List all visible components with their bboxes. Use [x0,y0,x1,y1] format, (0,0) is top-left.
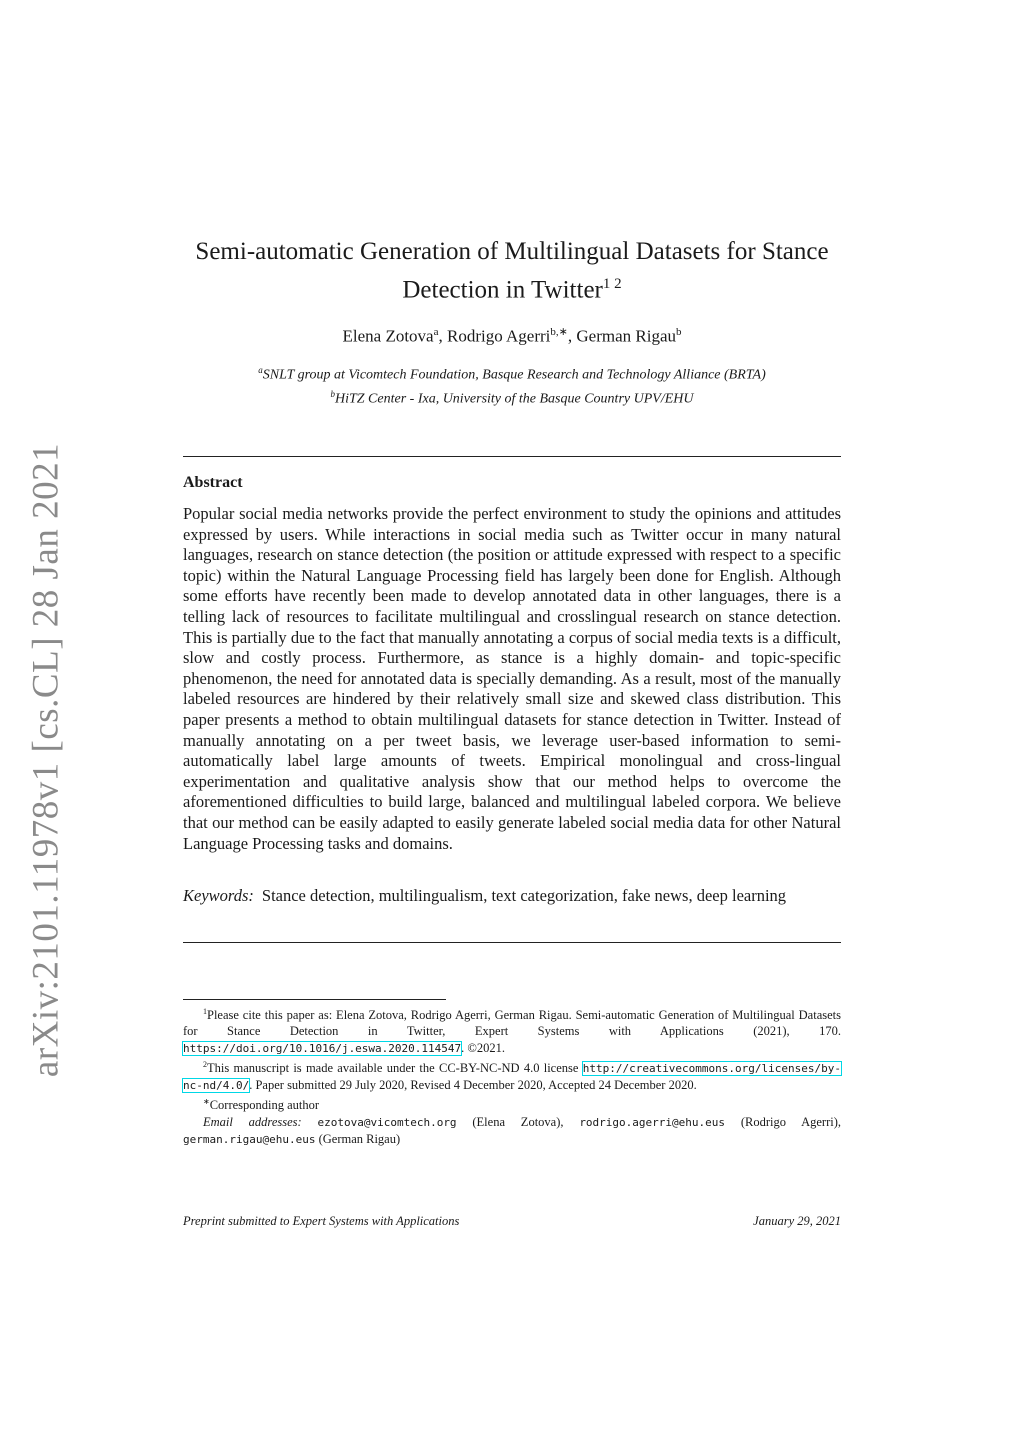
abstract-body: Popular social media networks provide the perfect environment to study the opinions and attitudes expressed by users. While interactions in social media such as Twitter occur in many natural languages, research on stance detection (the position or attitude expressed with respect to a specific topic) within the Natural Language Processing field has largely been done for English. Although some efforts have recently been made to develop annotated data in other languages, there is a telling lack of resources to facilitate multilingual and crosslingual research on stance detection. This is partially due to the fact that manually annotating a corpus of social media texts is a difficult, slow and costly process. Furthermore, as stance is a highly domain- and topic-specific phenomenon, the need for annotated data is specially demanding. As a result, most of the manually labeled resources are hindered by their relatively small size and skewed class distribution. This paper presents a method to obtain multilingual datasets for stance detection in Twitter. Instead of manually annotating on a per tweet basis, we leverage user-based information to semi-automatically label large amounts of tweets. Empirical monolingual and cross-lingual experimentation and qualitative analysis show that our method helps to overcome the aforementioned difficulties to build large, balanced and multilingual labeled corpora. We believe that our method can be easily adapted to easily generate labeled social media data for other Natural Language Processing tasks and domains. [183,504,841,853]
title-line-2: Detection in Twitter [402,276,603,304]
abstract-heading: Abstract [183,474,243,491]
keywords-label: Keywords: [183,886,254,905]
email-addresses: Email addresses: ezotova@vicomtech.org (Elena Zotova), rodrigo.agerri@ehu.eus (Rodrigo Agerri), german.rigau@ehu.eus (German Rigau) [183,1114,841,1146]
doi-link[interactable]: https://doi.org/10.1016/j.eswa.2020.114547 [183,1041,462,1055]
author-name: Rodrigo Agerri [447,326,551,346]
author-name: German Rigau [576,326,676,346]
email-link[interactable]: ezotova@vicomtech.org [317,1115,457,1129]
title-line-1: Semi-automatic Generation of Multilingual Datasets for Stance [195,238,829,265]
footnote-2: $^2$This manuscript is made available under the CC-BY-NC-ND 4.0 license http://creativecommons.org/licenses/by-nc-nd/4.0/. Paper submitted 29 July 2020, Revised 4 December 2020, Accepted 24 December 2020. [183,1059,841,1093]
abstract-top-rule [183,456,841,457]
affiliation-b: $^b$HiTZ Center - Ixa, University of the Basque Country UPV/EHU [330,388,694,407]
footnote-1: $^1$Please cite this paper as: Elena Zotova, Rodrigo Agerri, German Rigau. Semi-automatic Generation of Multilingual Datasets for Stance Detection in Twitter, Expert Systems with Applications (2021), 170. https://doi.org/10.1016/j.eswa.2020.114547. ©2021. [183,1007,841,1055]
corresponding-author-note: ∗Corresponding author [203,1097,320,1113]
page-footer [183,1214,841,1229]
author-list: Elena Zotova$^a$, Rodrigo Agerri$^{b,∗}$, German Rigau$^b$ [342,326,682,346]
author-affiliation-mark: a [433,326,439,338]
footer-date: January 29, 2021 [753,1214,841,1228]
paper-title [183,236,841,306]
email-link[interactable]: german.rigau@ehu.eus [183,1132,316,1146]
footer-preprint-note: Preprint submitted to Expert Systems with Applications [183,1214,460,1228]
keywords [183,886,841,907]
author-affiliation-mark: b,∗ [550,326,568,338]
keywords-text: Stance detection, multilingualism, text categorization, fake news, deep learning [261,886,787,905]
affiliation-a: $^a$SNLT group at Vicomtech Foundation, Basque Research and Technology Alliance (BRTA) [258,365,766,383]
abstract-bottom-rule [183,942,841,943]
author-affiliation-mark: b [675,326,682,338]
license-link[interactable]: http://creativecommons.org/licenses/by-nc-nd/4.0/ [183,1061,841,1093]
arxiv-identifier: arXiv:2101.11978v1 [cs.CL] 28 Jan 2021 [25,442,67,1078]
footnotes [183,1004,841,1148]
author-name: Elena Zotova [342,326,434,346]
title-footnote-marks: 1 2 [602,276,622,292]
email-link[interactable]: rodrigo.agerri@ehu.eus [579,1115,726,1129]
footnote-rule [183,999,446,1000]
affiliations [183,361,841,408]
